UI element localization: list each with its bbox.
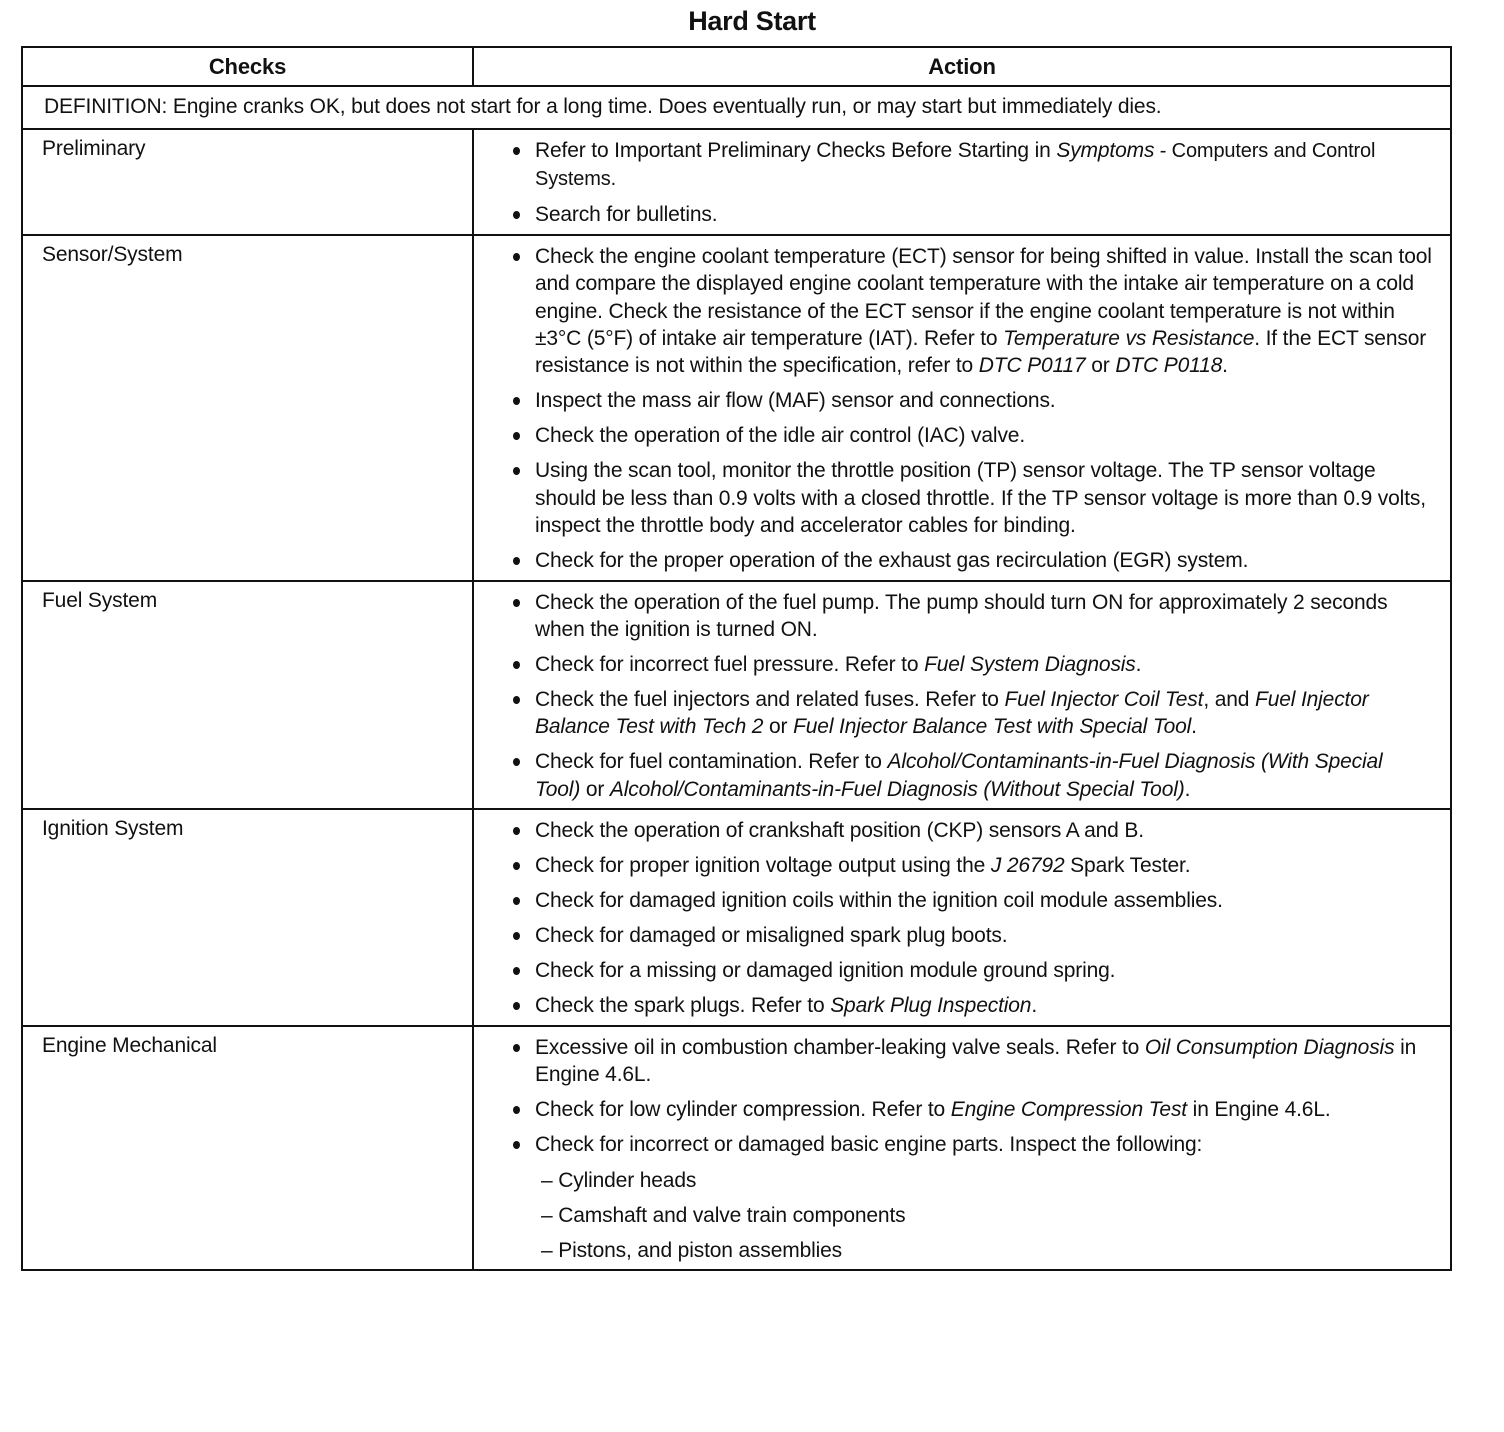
definition-text: DEFINITION: Engine cranks OK, but does not start for a long time. Does eventually run, or may start but immediately dies. [22,86,1451,129]
action-list [511,817,1432,1019]
definition-row [22,86,1451,129]
action-item [511,957,1432,984]
text-segment: Search for bulletins. [535,203,718,227]
bullet-icon [513,1002,520,1010]
action-item [511,1034,1432,1089]
text-segment: Check the operation of crankshaft position (CKP) sensors A and B. [535,819,1144,843]
text-segment: Check for the proper operation of the exhaust gas recirculation (EGR) system. [535,549,1249,573]
bullet-icon [513,1141,520,1149]
action-item [511,686,1432,741]
bullet-icon [513,599,520,607]
text-segment: Check for damaged or misaligned spark plug boots. [535,924,1008,948]
bullet-icon [513,897,520,905]
action-item [511,201,1432,228]
checks-column-header: Checks [22,47,473,86]
action-text [535,459,1426,537]
action-item [511,457,1432,539]
action-item [511,651,1432,678]
bullet-icon [513,827,520,835]
text-segment: Excessive oil in combustion chamber-leaking valve seals. Refer to [535,1035,1145,1059]
reference-link: DTC P0117 [978,354,1086,378]
reference-link: Spark Plug Inspection [830,994,1032,1018]
action-cell [473,1026,1451,1270]
text-segment: Check for proper ignition voltage output using the [535,854,991,878]
action-item [511,1096,1432,1123]
action-text [535,994,1037,1017]
reference-link: Fuel Injector Balance Test with Tech 2 [535,688,1369,739]
reference-link: Fuel Injector Balance Test with Special Tool [793,715,1192,739]
table-row [22,235,1451,581]
action-item [511,992,1432,1019]
bullet-icon [513,661,520,669]
action-text [535,549,1248,572]
reference-link: DTC P0118 [1115,354,1223,378]
reference-link: Symptoms [1056,139,1155,162]
text-segment: . [1222,354,1228,378]
check-category: Ignition System [22,809,473,1025]
text-segment: or [580,777,610,801]
action-item [511,243,1432,380]
action-item [511,1131,1432,1263]
action-item [511,748,1432,803]
action-item [511,887,1432,914]
reference-link: Alcohol/Contaminants-in-Fuel Diagnosis (Without Special Tool) [609,777,1185,801]
action-item [511,422,1432,449]
hard-start-table [21,46,1452,1271]
text-segment: Inspect the mass air flow (MAF) sensor and connections. [535,389,1056,413]
check-category: Sensor/System [22,235,473,581]
action-text [535,245,1432,378]
reference-link: J 26792 [990,854,1065,878]
action-item [511,589,1432,644]
action-text [535,424,1025,447]
text-segment: Spark Tester. [1064,854,1191,878]
action-text [535,653,1141,676]
text-segment: . [1031,994,1038,1018]
check-category: Fuel System [22,581,473,810]
action-cell [473,129,1451,235]
text-segment: . If the ECT sensor resistance is not within the specification, refer to [535,327,1427,378]
bullet-icon [513,397,520,405]
text-segment: Check the engine coolant temperature (ECT) sensor for being shifted in value. Install the scan tool and compare the displayed engine coolant temperature with the intake air temperature on a cold engine. Check the resistance of the ECT sensor if the engine coolant temperature is not within ±3°C (5°F) of intake air temperature (IAT). Refer to [535,244,1432,351]
text-segment: - Computers and Control Systems. [535,140,1376,191]
check-category: Preliminary [22,129,473,235]
bullet-icon [513,696,520,704]
reference-link: Alcohol/Contaminants-in-Fuel Diagnosis (With Special Tool) [535,750,1383,801]
text-segment: . [1184,777,1191,801]
text-segment: or [763,715,794,739]
action-item [511,922,1432,949]
action-item [511,852,1432,879]
text-segment: Check for damaged ignition coils within the ignition coil module assemblies. [535,889,1223,913]
action-text [535,203,717,226]
text-segment: Check for a missing or damaged ignition module ground spring. [535,959,1116,983]
bullet-icon [513,758,520,766]
text-segment: Check for incorrect fuel pressure. Refer to [535,653,925,677]
text-segment: or [1085,354,1116,378]
action-text [535,959,1115,982]
action-text [535,688,1369,738]
action-text [535,1036,1416,1086]
text-segment: Check the spark plugs. Refer to [535,994,831,1018]
text-segment: Check the operation of the fuel pump. The pump should turn ON for approximately 2 seconds when the ignition is turned ON. [535,590,1388,642]
action-text [535,389,1055,412]
action-item [511,817,1432,844]
action-list [511,589,1432,804]
reference-link: Temperature vs Resistance [1003,327,1255,351]
table-row [22,129,1451,235]
action-text [535,591,1387,641]
reference-link: Fuel System Diagnosis [924,653,1136,677]
bullet-icon [513,253,520,261]
action-column-header: Action [473,47,1451,86]
action-list [511,137,1432,229]
text-segment: Check for incorrect or damaged basic engine parts. Inspect the following: [535,1133,1203,1157]
check-category: Engine Mechanical [22,1026,473,1270]
bullet-icon [513,467,520,475]
action-text [535,1098,1331,1121]
action-text [535,854,1190,877]
bullet-icon [513,557,520,565]
header-row [22,47,1451,86]
bullet-icon [513,862,520,870]
bullet-icon [513,432,520,440]
bullet-icon [513,967,520,975]
action-item [511,387,1432,414]
action-text [535,139,1375,190]
action-text [535,819,1144,842]
text-segment: Check for fuel contamination. Refer to [535,750,888,774]
action-text [535,889,1223,912]
table-row [22,809,1451,1025]
text-segment: . [1135,653,1142,677]
action-list [511,243,1432,575]
text-segment: Check the operation of the idle air control (IAC) valve. [535,424,1026,448]
bullet-icon [513,1044,520,1052]
reference-link: Fuel Injector Coil Test [1004,688,1204,712]
text-segment: in Engine 4.6L. [1187,1098,1331,1122]
text-segment: in Engine 4.6L. [535,1035,1417,1087]
reference-link: Oil Consumption Diagnosis [1144,1035,1395,1059]
action-list [511,1034,1432,1264]
table-row [22,1026,1451,1270]
action-item [511,137,1432,194]
bullet-icon [513,932,520,940]
text-segment: Using the scan tool, monitor the throttle position (TP) sensor voltage. The TP sensor voltage should be less than 0.9 volts with a closed throttle. If the TP sensor voltage is more than 0.9 volts, inspect the throttle body and accelerator cables for binding. [535,459,1426,538]
action-text [535,750,1383,800]
text-segment: Check the fuel injectors and related fuses. Refer to [535,688,1005,712]
action-cell [473,581,1451,810]
action-cell [473,235,1451,581]
action-item [511,547,1432,574]
text-segment: . [1191,715,1197,739]
bullet-icon [513,147,520,155]
bullet-icon [513,1106,520,1114]
sub-item: – Pistons, and piston assemblies [541,1238,843,1262]
sub-list [541,1167,1432,1264]
table-row [22,581,1451,810]
text-segment: , and [1203,688,1256,712]
sub-item: – Cylinder heads [541,1168,697,1192]
reference-link: Engine Compression Test [950,1098,1187,1122]
text-segment: Check for low cylinder compression. Refer to [535,1098,951,1122]
text-segment: Refer to Important Preliminary Checks Before Starting in [535,139,1057,162]
action-cell [473,809,1451,1025]
action-text [535,924,1007,947]
sub-item: – Camshaft and valve train components [541,1203,906,1227]
bullet-icon [513,211,520,219]
page-title: Hard Start [688,6,816,36]
action-text [535,1133,1202,1156]
